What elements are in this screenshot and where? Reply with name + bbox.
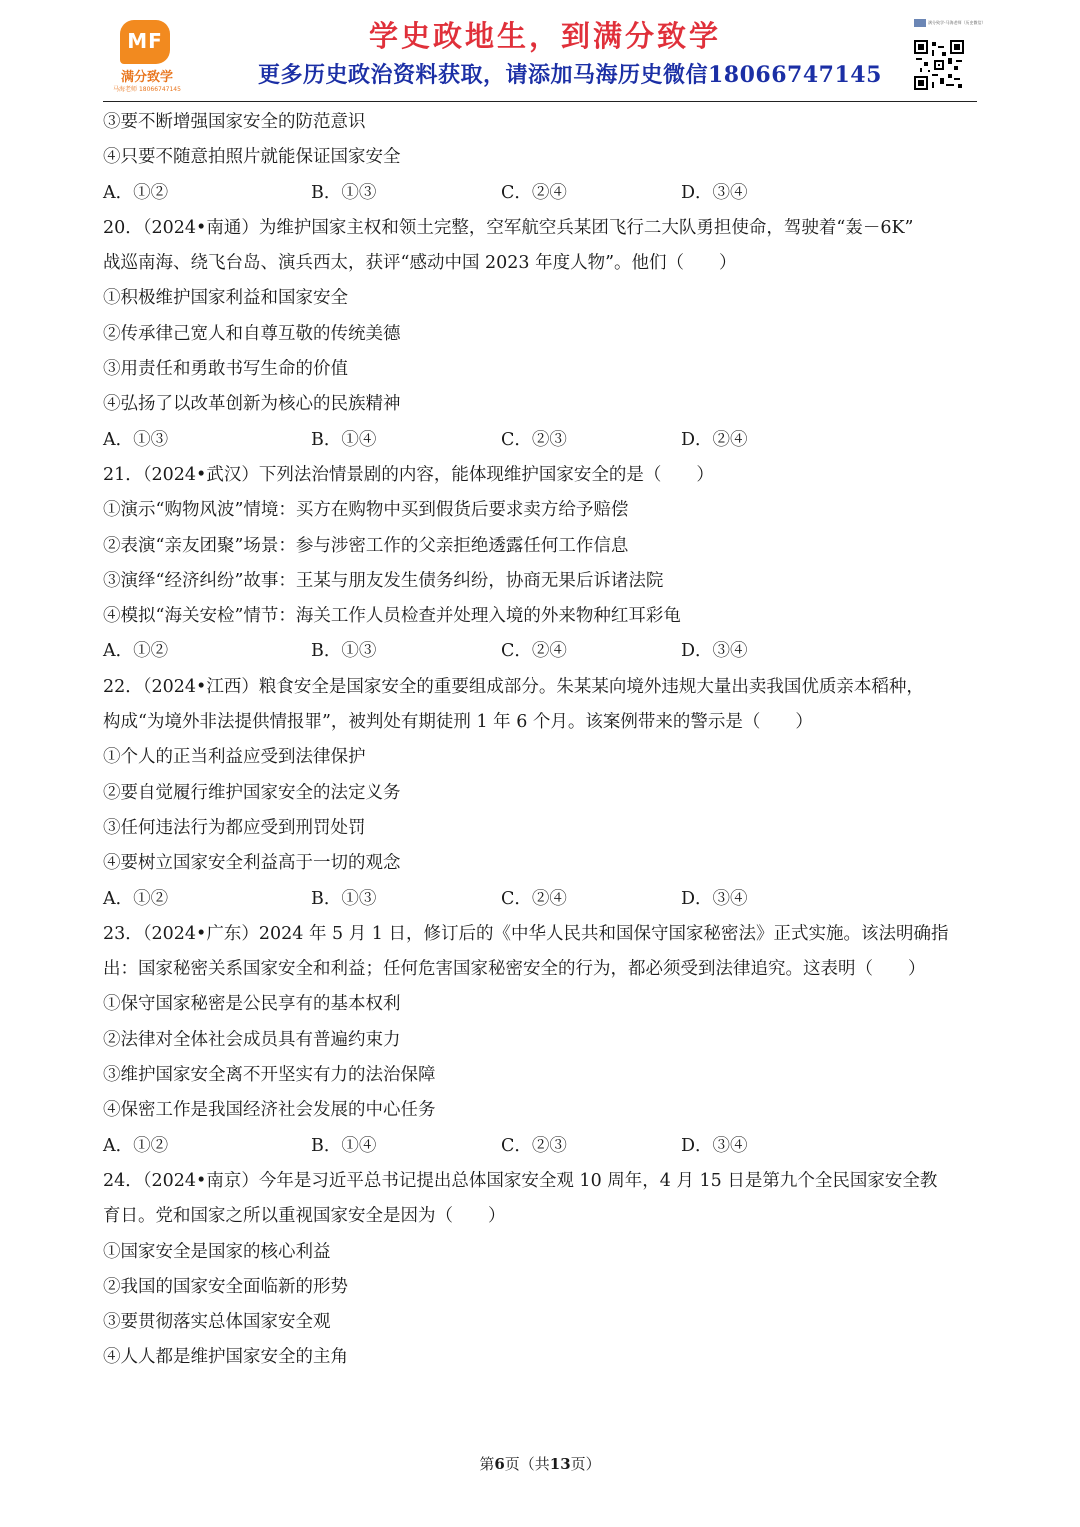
option-c: C．②④ (501, 888, 567, 909)
header-contact: 更多历史政治资料获取，请添加马海历史微信18066747145 (258, 62, 882, 88)
text-line: ②我国的国家安全面临新的形势 (103, 1276, 348, 1297)
text-line: ④人人都是维护国家安全的主角 (103, 1347, 348, 1368)
text-line: ④模拟“海关安检”情节：海关工作人员检查并处理入境的外来物种红耳彩龟 (103, 606, 681, 627)
text-line: 24．（2024•南京）今年是习近平总书记提出总体国家安全观 10 周年，4 月 15 日是第九个全民国家安全教 (103, 1170, 938, 1191)
option-c: C．②③ (501, 429, 567, 450)
logo-tel: 马海老师 18066747145 (113, 86, 181, 93)
answer-options (103, 882, 979, 917)
text-line: ②传承律己宽人和自尊互敬的传统美德 (103, 323, 401, 344)
text-line: ④要树立国家安全利益高于一切的观念 (103, 853, 401, 874)
text-line: ①个人的正当利益应受到法律保护 (103, 747, 366, 768)
option-d: D．③④ (681, 1135, 748, 1156)
qr-code-icon (914, 40, 964, 90)
text-line: 23．（2024•广东）2024 年 5 月 1 日，修订后的《中华人民共和国保守国家秘密法》正式实施。该法明确指 (103, 923, 949, 944)
answer-options (103, 634, 979, 669)
page-footer (0, 1453, 1080, 1474)
text-line: 出：国家秘密关系国家安全和利益；任何危害国家秘密安全的行为，都必须受到法律追究。这表明（ ） (103, 959, 926, 980)
option-a: A．①② (103, 1135, 169, 1156)
profile-thumbnail (914, 19, 926, 27)
option-d: D．③④ (681, 641, 748, 662)
footer-mid: 页（共 (504, 1455, 550, 1473)
qr-caption: 满分致学-马海老师（历史微信） (928, 20, 986, 25)
text-line: ②要自觉履行维护国家安全的法定义务 (103, 782, 401, 803)
footer-total: 13 (549, 1455, 571, 1473)
option-c: C．②④ (501, 182, 567, 203)
option-a: A．①② (103, 182, 169, 203)
option-b: B．①④ (311, 429, 377, 450)
option-d: D．③④ (681, 182, 748, 203)
logo-name: 满分致学 (120, 70, 173, 85)
text-line: ③任何违法行为都应受到刑罚处罚 (103, 817, 366, 838)
text-line: 22．（2024•江西）粮食安全是国家安全的重要组成部分。朱某某向境外违规大量出卖我国优质亲本稻种， (103, 676, 924, 697)
answer-options (103, 1129, 979, 1164)
answer-options (103, 423, 979, 458)
text-line: ②表演“亲友团聚”场景：参与涉密工作的父亲拒绝透露任何工作信息 (103, 535, 629, 556)
answer-options (103, 176, 979, 211)
text-line: ③维护国家安全离不开坚实有力的法治保障 (103, 1065, 436, 1086)
footer-suffix: 页） (570, 1455, 601, 1473)
qr-block (914, 18, 986, 92)
option-c: C．②④ (501, 641, 567, 662)
text-line: ④保密工作是我国经济社会发展的中心任务 (103, 1100, 436, 1121)
text-line: ③演绎“经济纠纷”故事：王某与朋友发生债务纠纷，协商无果后诉诸法院 (103, 570, 664, 591)
text-line: 21．（2024•武汉）下列法治情景剧的内容，能体现维护国家安全的是（ ） (103, 464, 714, 485)
page-header (0, 0, 1080, 104)
text-line: ③要不断增强国家安全的防范意识 (103, 112, 366, 132)
text-line: ④只要不随意拍照片就能保证国家安全 (103, 147, 401, 168)
option-d: D．②④ (681, 429, 748, 450)
option-d: D．③④ (681, 888, 748, 909)
logo-mark: MF (127, 29, 163, 53)
option-b: B．①③ (311, 641, 377, 662)
text-line: ①积极维护国家利益和国家安全 (103, 288, 348, 309)
text-line: ④弘扬了以改革创新为核心的民族精神 (103, 394, 401, 415)
option-a: A．①② (103, 641, 169, 662)
header-slogan: 学史政地生，到满分致学 (368, 19, 721, 53)
footer-page: 6 (494, 1455, 505, 1473)
option-b: B．①④ (311, 1135, 377, 1156)
header-divider (103, 101, 977, 102)
text-line: ③要贯彻落实总体国家安全观 (103, 1312, 331, 1333)
option-c: C．②③ (501, 1135, 567, 1156)
option-a: A．①② (103, 888, 169, 909)
text-line: 育日。党和国家之所以重视国家安全是因为（ ） (103, 1206, 506, 1227)
text-line: ①保守国家秘密是公民享有的基本权利 (103, 994, 401, 1015)
footer-prefix: 第 (479, 1455, 495, 1473)
option-b: B．①③ (311, 182, 377, 203)
brand-logo (112, 20, 182, 96)
text-line: ②法律对全体社会成员具有普遍约束力 (103, 1029, 401, 1050)
question-content (103, 105, 979, 1376)
text-line: ③用责任和勇敢书写生命的价值 (103, 359, 348, 380)
option-b: B．①③ (311, 888, 377, 909)
option-a: A．①③ (103, 429, 169, 450)
text-line: 战巡南海、绕飞台岛、演兵西太，获评“感动中国 2023 年度人物”。他们（ ） (103, 253, 737, 274)
text-line: ①演示“购物风波”情境：买方在购物中买到假货后要求卖方给予赔偿 (103, 500, 629, 521)
text-line: 构成“为境外非法提供情报罪”，被判处有期徒刑 1 年 6 个月。该案例带来的警示是（ ） (103, 712, 813, 733)
text-line: 20．（2024•南通）为维护国家主权和领土完整，空军航空兵某团飞行二大队勇担使命，驾驶着“轰－6K” (103, 217, 914, 238)
text-line: ①国家安全是国家的核心利益 (103, 1241, 331, 1262)
